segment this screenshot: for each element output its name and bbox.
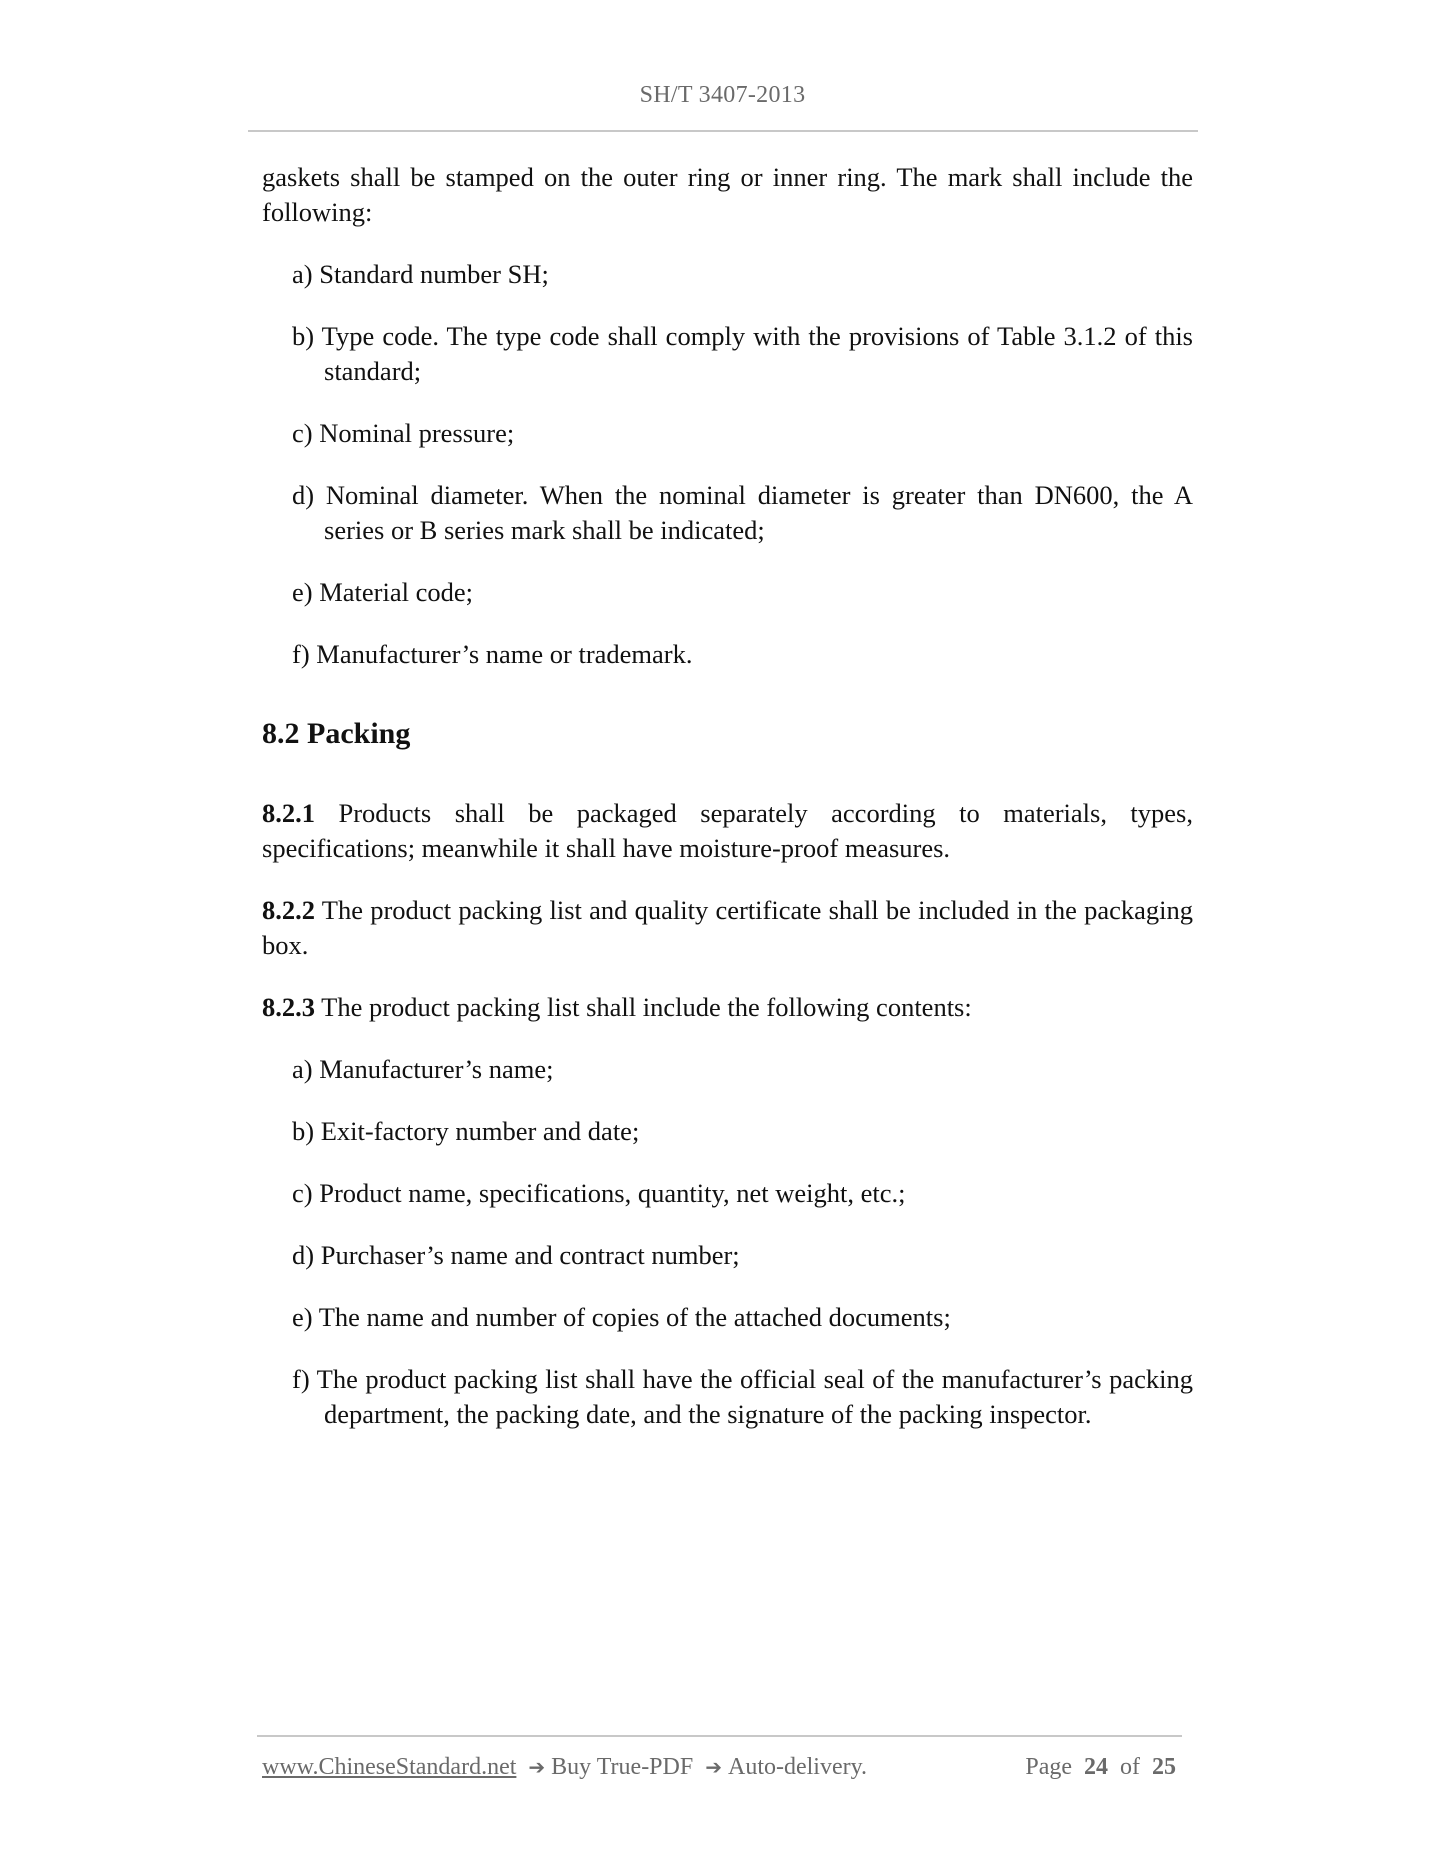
mark-item-d: d) Nominal diameter. When the nominal diameter is greater than DN600, the A series or B series mark shall be indicated;	[292, 480, 1193, 545]
footer-divider	[257, 1735, 1182, 1737]
buy-pdf-text: Buy True-PDF	[551, 1754, 694, 1780]
packing-list	[262, 1052, 1193, 1432]
packing-item-f: f) The product packing list shall have the official seal of the manufacturer’s packing department, the packing date, and the signature of the packing inspector.	[292, 1364, 1193, 1429]
clause-text: Products shall be packaged separately according to materials, types, specifications; meanwhile it shall have moisture-proof measures.	[262, 798, 1193, 863]
clause-8-2-3	[262, 990, 1193, 1025]
clause-text: The product packing list shall include the following contents:	[315, 992, 972, 1022]
arrow-right-icon: ➔	[705, 1755, 722, 1779]
footer-left	[262, 1754, 867, 1781]
section-heading: 8.2 Packing	[262, 717, 411, 750]
header-divider	[248, 130, 1198, 132]
website-link[interactable]: www.ChineseStandard.net	[262, 1754, 517, 1780]
clause-8-2-2	[262, 893, 1193, 963]
packing-item-d: d) Purchaser’s name and contract number;	[292, 1240, 740, 1270]
packing-item-c: c) Product name, specifications, quantity, net weight, etc.;	[292, 1178, 906, 1208]
packing-item-a: a) Manufacturer’s name;	[292, 1054, 554, 1084]
page-label: Page	[1025, 1754, 1072, 1780]
clause-number: 8.2.3	[262, 992, 315, 1022]
page-header-title: SH/T 3407-2013	[639, 82, 806, 108]
mark-item-b: b) Type code. The type code shall comply with the provisions of Table 3.1.2 of this standard;	[292, 321, 1193, 386]
mark-item-a: a) Standard number SH;	[292, 259, 549, 289]
clause-number: 8.2.1	[262, 798, 315, 828]
packing-item-e: e) The name and number of copies of the attached documents;	[292, 1302, 951, 1332]
mark-list	[262, 257, 1193, 672]
clause-number: 8.2.2	[262, 895, 315, 925]
page-content	[262, 160, 1193, 1432]
auto-delivery-text: Auto-delivery.	[727, 1754, 868, 1780]
clause-8-2-1	[262, 796, 1193, 866]
mark-item-e: e) Material code;	[292, 577, 473, 607]
clause-text: The product packing list and quality certificate shall be included in the packaging box.	[262, 895, 1193, 960]
arrow-right-icon: ➔	[528, 1755, 546, 1779]
mark-item-c: c) Nominal pressure;	[292, 418, 515, 448]
page-counter	[1025, 1754, 1182, 1781]
intro-paragraph: gaskets shall be stamped on the outer ring or inner ring. The mark shall include the following:	[262, 162, 1193, 227]
packing-item-b: b) Exit-factory number and date;	[292, 1116, 640, 1146]
current-page-number: 24	[1084, 1754, 1108, 1780]
mark-item-f: f) Manufacturer’s name or trademark.	[292, 639, 693, 669]
total-pages-number: 25	[1152, 1754, 1176, 1780]
of-label: of	[1120, 1754, 1140, 1780]
